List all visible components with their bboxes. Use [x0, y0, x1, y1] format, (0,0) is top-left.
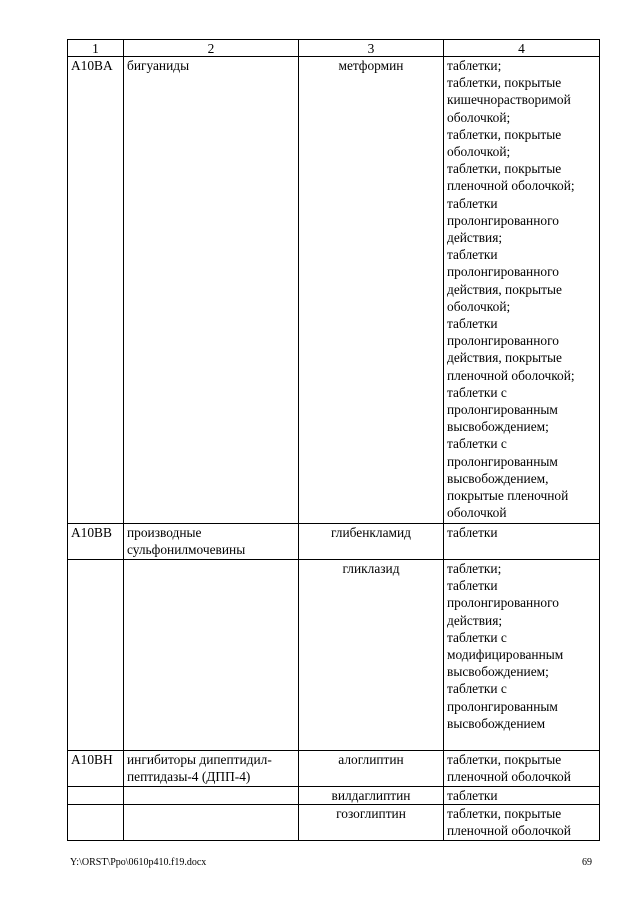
dosage-form-cell: таблетки [444, 524, 600, 560]
inn-cell: метформин [299, 57, 444, 524]
atc-code-cell: A10BB [68, 524, 124, 560]
atc-code-cell: A10BA [68, 57, 124, 524]
group-name-cell [124, 787, 299, 805]
group-name-cell: ингибиторы дипептидил-пептидазы-4 (ДПП-4) [124, 751, 299, 787]
dosage-form-cell: таблетки [444, 787, 600, 805]
dosage-form-cell: таблетки, покрытые пленочной оболочкой [444, 751, 600, 787]
dosage-form-cell: таблетки; таблетки пролонгированного действия; таблетки с модифицированным высвобождением; таблетки с пролонгированным высвобождением [444, 560, 600, 751]
table-row [68, 805, 600, 841]
group-name-cell: производные сульфонилмочевины [124, 524, 299, 560]
atc-code-cell [68, 560, 124, 751]
inn-cell: алоглиптин [299, 751, 444, 787]
inn-cell: гликлазид [299, 560, 444, 751]
inn-cell: глибенкламид [299, 524, 444, 560]
atc-code-cell [68, 805, 124, 841]
table-row [68, 751, 600, 787]
table-row [68, 524, 600, 560]
dosage-form-cell: таблетки; таблетки, покрытые кишечнорастворимой оболочкой; таблетки, покрытые оболочкой; таблетки, покрытые пленочной оболочкой; таблетки пролонгированного действия; таблетки пролонгированного действия, покрытые оболочкой; таблетки пролонгированного действия, покрытые пленочной оболочкой; таблетки с пролонгированным высвобождением; таблетки с пролонгированным высвобождением, покрытые пленочной оболочкой [444, 57, 600, 524]
table-row [68, 787, 600, 805]
group-name-cell [124, 805, 299, 841]
header-row [68, 40, 600, 57]
column-header-1: 1 [68, 40, 124, 57]
inn-cell: вилдаглиптин [299, 787, 444, 805]
atc-code-cell [68, 787, 124, 805]
column-header-4: 4 [444, 40, 600, 57]
page-number: 69 [582, 857, 592, 868]
group-name-cell: бигуаниды [124, 57, 299, 524]
drug-table [67, 39, 600, 841]
footer-file-path: Y:\ORST\Ppo\0610p410.f19.docx [70, 857, 207, 868]
column-header-3: 3 [299, 40, 444, 57]
group-name-cell [124, 560, 299, 751]
atc-code-cell: A10BH [68, 751, 124, 787]
table-row [68, 57, 600, 524]
inn-cell: гозоглиптин [299, 805, 444, 841]
dosage-form-cell: таблетки, покрытые пленочной оболочкой [444, 805, 600, 841]
table-row [68, 560, 600, 751]
column-header-2: 2 [124, 40, 299, 57]
